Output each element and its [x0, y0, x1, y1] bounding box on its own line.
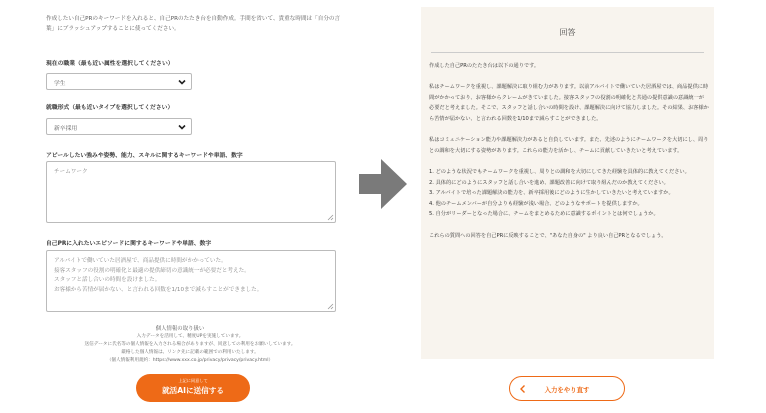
redo-label: 入力をやり直す — [544, 386, 590, 394]
privacy-text: 入力データを活用して、精度UPを実施しています。 送信データに氏名等の個人情報を入力される場合がありますが、同意しての利用をお願いしています。 厳格した個人情報は、リンク先に記載の範囲での利用いたします。 （個人情報利用規約：https://www.xxx.co.jp/privacy/privacy/privacy.html） — [84, 334, 296, 363]
answer-paragraph-2: 私はコミュニケーション能力や課題解決力があると自負しています。また、先述のようにチームワークを大切にし、周りとの調和を大切にする姿勢があります。これらの能力を活かし、チームに貢献していきたいと考えています。 — [429, 137, 709, 154]
status-value: 学生 — [54, 81, 66, 87]
episode-label: 自己PRに入れたいエピソードに関するキーワードや単語、数字 — [46, 241, 212, 247]
employment-label: 就職形式（最も近いタイプを選択してください） — [46, 105, 174, 111]
divider — [431, 52, 704, 53]
answer-intro: 作成した自己PRのたたき台は以下の通りです。 — [429, 63, 540, 69]
arrow-right-icon — [357, 156, 409, 212]
appeal-value: チームワーク — [54, 169, 88, 175]
submit-button[interactable] — [136, 374, 250, 402]
chevron-down-icon — [177, 77, 187, 87]
privacy-title: 個人情報の取り扱い — [155, 326, 205, 332]
form-intro: 作成したい自己PRのキーワードを入れると、自己PRのたたき台を自動作成。手間を省いて、貴重な時間は「自分の言葉」にブラッシュアップすることに使ってください。 — [46, 16, 341, 32]
input-panel — [0, 0, 360, 413]
answer-paragraph-1: 私はチームワークを重視し、課題解決に取り組む力があります。以前アルバイトで働いていた居酒屋では、商品提供に時間がかかっており、お客様からクレームがきていました。接客スタッフの役割の明確化と共通の提供意識の意識統一が必要だと考えました。そこで、スタッフと話し合いの時間を設け、課題解決に向けて協力しました。その結果、お客様から苦情が届かない、と言われる回数を1/10まで減らすことができました。 — [429, 84, 709, 122]
redo-button[interactable] — [509, 376, 625, 401]
appeal-label: アピールしたい強みや姿勢、能力、スキルに関するキーワードや単語、数字 — [46, 153, 243, 159]
appeal-textarea[interactable] — [46, 161, 336, 223]
question-5: 5. 自分がリーダーとなった場合に、チームをまとめるために意識するポイントとは何でしょうか。 — [429, 211, 659, 218]
submit-sublabel: 上記に同意して — [178, 378, 208, 383]
resize-grip-icon[interactable] — [327, 214, 334, 221]
question-3: 3. アルバイトで培った課題解決の能力を、新卒採用後にどのように生かしていきたいと考えていますか。 — [429, 190, 674, 197]
answer-closing: これらの質問への回答を自己PRに反映することで、"あなた自身の" より良い自己PRとなるでしょう。 — [429, 232, 667, 239]
question-2: 2. 具体的にどのようにスタッフと話し合いを進め、課題改善に向けて取り組んだのか教えてください。 — [429, 179, 669, 186]
question-4: 4. 他のチームメンバーが自分よりも経験が浅い場合、どのようなサポートを提供しますか。 — [429, 200, 643, 207]
answer-title: 回答 — [559, 28, 576, 37]
employment-select[interactable] — [46, 118, 192, 135]
episode-value: アルバイトで働いていた居酒屋で、商品提供に時間がかかっていた。 接客スタッフの役割の明確化と最適の提供締切の意識統一が必要だと考えた。 スタッフと話し合いの時間を設けました。 お客様から苦情が届かない、と言われる回数を1/10まで減らすことができました。 — [54, 258, 263, 293]
question-1: 1. どのような状況でもチームワークを重視し、周りとの調和を大切にしてきた経験を具体的に教えてください。 — [429, 168, 690, 175]
chevron-down-icon — [177, 122, 187, 132]
submit-label: 就活AIに送信する — [162, 386, 224, 395]
answer-panel — [421, 7, 714, 359]
status-select[interactable] — [46, 73, 192, 90]
episode-textarea[interactable] — [46, 250, 336, 312]
status-label: 現在の職業（最も近い属性を選択してください） — [46, 61, 174, 67]
resize-grip-icon[interactable] — [327, 303, 334, 310]
answer-body — [429, 61, 709, 252]
employment-value: 新卒採用 — [54, 126, 78, 132]
